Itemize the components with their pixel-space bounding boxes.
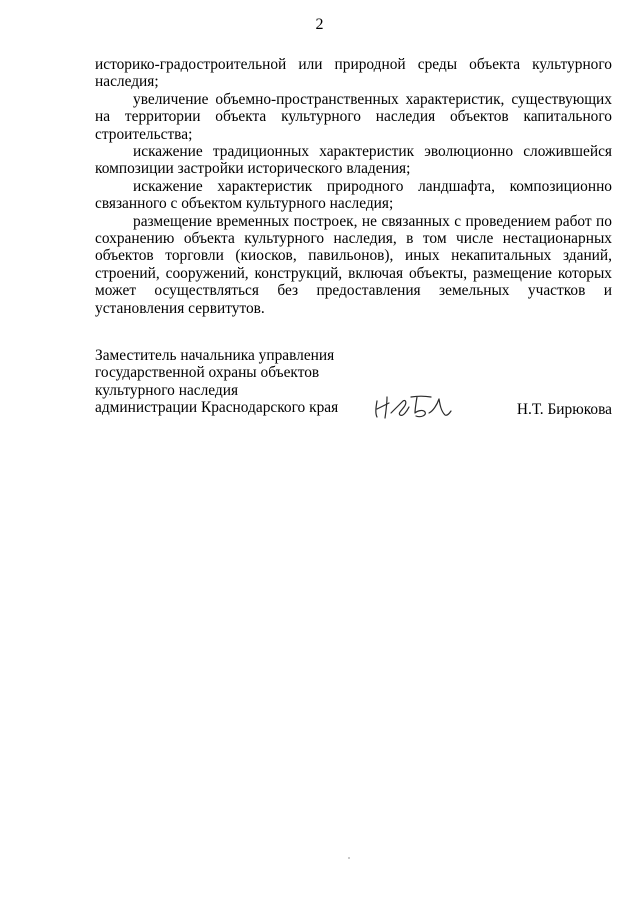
signatory-position-line: Заместитель начальника управления bbox=[95, 347, 335, 364]
signatory-position bbox=[95, 347, 338, 417]
signatory-position-line: администрации Краснодарского края bbox=[95, 399, 339, 417]
signatory-position-line: государственной охраны объектов bbox=[95, 364, 320, 382]
paragraph-landscape-distortion: искажение характеристик природного ландшафта, композиционно связанного с объектом культурного наследия; bbox=[95, 177, 612, 213]
signature-block bbox=[95, 347, 612, 427]
signatory-position-line: культурного наследия bbox=[95, 381, 239, 399]
scan-speck bbox=[348, 857, 350, 859]
paragraph-volume-increase: увеличение объемно-пространственных характеристик, существующих на территории объекта культурного наследия объектов капитального строительства; bbox=[95, 90, 612, 143]
page-number: 2 bbox=[315, 16, 324, 33]
document-body bbox=[95, 56, 612, 317]
paragraph-temporary-buildings: размещение временных построек, не связанных с проведением работ по сохранению объекта культурного наследия, в том числе нестационарных объектов торговли (киосков, павильонов), иных некапитальных зданий, строений, сооружений, конструкций, включая объекты, размещение которых может осуществляться без предоставления земельных участков и установления сервитутов. bbox=[95, 212, 612, 317]
paragraph-traditional-distortion: искажение традиционных характеристик эволюционно сложившейся композиции застройки исторического владения; bbox=[95, 143, 612, 178]
handwritten-signature bbox=[373, 391, 453, 421]
paragraph-continuation: историко-градостроительной или природной среды объекта культурного наследия; bbox=[95, 56, 612, 91]
signatory-name: Н.Т. Бирюкова bbox=[516, 401, 612, 418]
